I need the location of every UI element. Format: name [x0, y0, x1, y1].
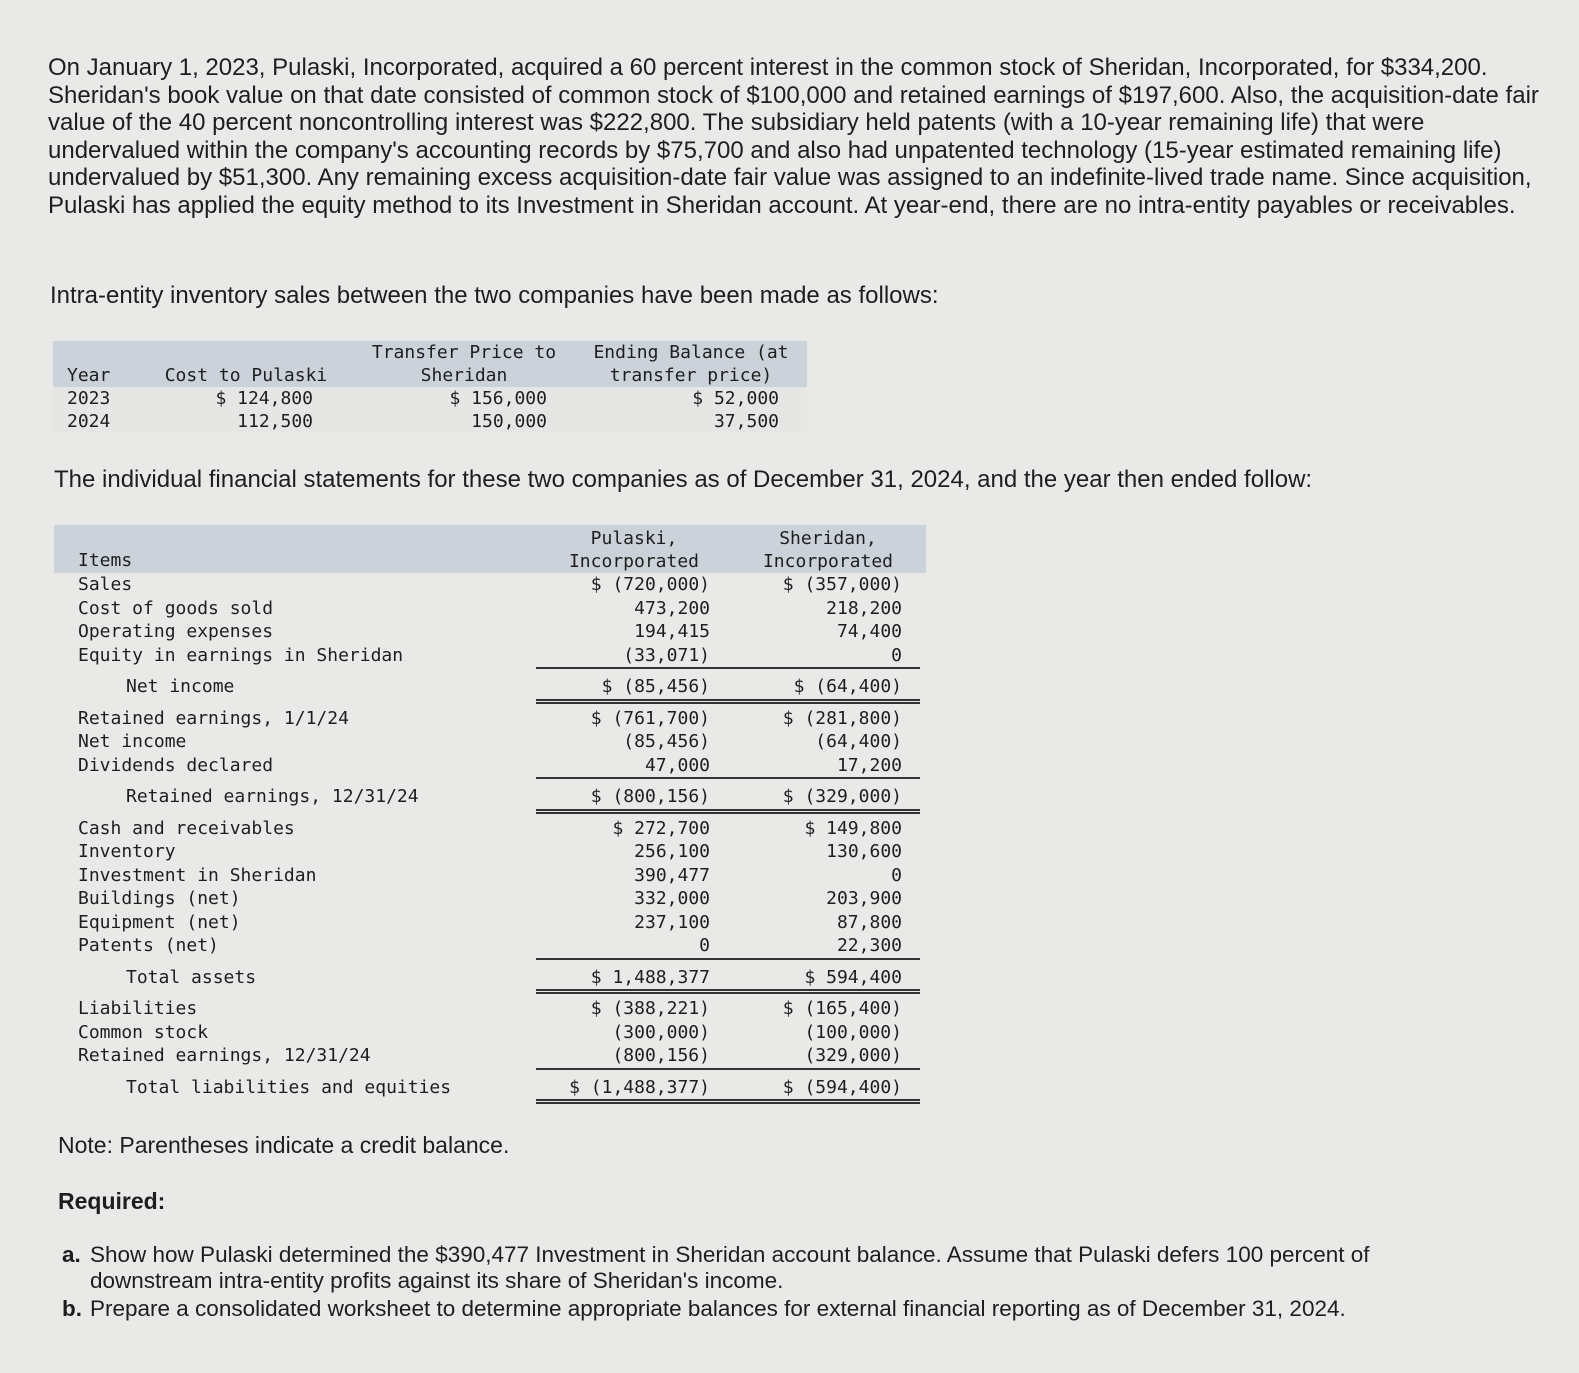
row-label: Patents (net): [78, 935, 219, 956]
pulaski-value: $ (1,488,377): [569, 1076, 710, 1098]
row-label: Total liabilities and equities: [126, 1076, 452, 1098]
row-label: Inventory: [78, 841, 176, 862]
row-label: Dividends declared: [78, 754, 274, 776]
pulaski-value: $ 1,488,377: [590, 966, 710, 988]
requirement-text-continued: downstream intra-entity profits against its share of Sheridan's income.: [90, 1268, 784, 1293]
table-cell: $ 52,000: [575, 387, 807, 410]
statement-row-patents: [54, 934, 926, 958]
statement-row-cogs: [54, 597, 926, 621]
row-label: Net income: [126, 676, 235, 697]
pulaski-value: $ 272,700: [612, 817, 710, 839]
requirement-text: Show how Pulaski determined the $390,477 Investment in Sheridan account balance. Assume that Pulaski defers 100 percent of: [90, 1242, 1370, 1267]
pulaski-value: (33,071): [623, 644, 710, 666]
table-row: [53, 410, 807, 433]
statement-row-cash: [54, 817, 926, 841]
table-cell: 37,500: [575, 410, 807, 433]
statement-row-net-income: [54, 675, 926, 699]
sheridan-value: $ (594,400): [782, 1076, 902, 1098]
table-cell: $ 156,000: [353, 387, 575, 410]
pulaski-value: 332,000: [634, 888, 710, 909]
statement-row-equipment: [54, 911, 926, 935]
statement-row-opex: [54, 620, 926, 644]
sheridan-value: 218,200: [826, 597, 902, 619]
table-cell: 2023: [53, 387, 139, 410]
row-label: Sales: [78, 574, 133, 595]
row-label: Cost of goods sold: [78, 597, 274, 619]
sheridan-value: (64,400): [815, 731, 902, 752]
row-label: Equipment (net): [78, 911, 241, 933]
statement-row-investment: [54, 864, 926, 888]
sheridan-value: 87,800: [836, 911, 902, 933]
pulaski-value: $ (388,221): [590, 998, 710, 1019]
pulaski-value: 256,100: [634, 841, 710, 862]
sheridan-value: $ (357,000): [782, 574, 902, 595]
statement-row-equity-earnings: [54, 644, 926, 668]
col-items: Items: [78, 550, 133, 571]
intra-entity-lead: Intra-entity inventory sales between the two companies have been made as follows:: [50, 282, 939, 309]
col-cost: Cost to Pulaski: [139, 341, 353, 387]
pulaski-value: 390,477: [634, 864, 710, 886]
row-label: Buildings (net): [78, 888, 241, 909]
sheridan-value: 203,900: [826, 888, 902, 909]
pulaski-value: $ (761,700): [590, 707, 710, 729]
pulaski-value: 473,200: [634, 597, 710, 619]
statement-row-liabilities: [54, 997, 926, 1021]
sheridan-value: (100,000): [804, 1021, 902, 1043]
sheridan-value: $ 149,800: [804, 817, 902, 839]
statement-row-total-liab-equity: [54, 1076, 926, 1100]
pulaski-value: 47,000: [644, 754, 710, 776]
statement-row-total-assets: [54, 966, 926, 990]
credit-balance-note: Note: Parentheses indicate a credit balance.: [58, 1132, 510, 1158]
table-cell: $ 124,800: [139, 387, 353, 410]
sheridan-value: 130,600: [826, 841, 902, 862]
row-label: Liabilities: [78, 998, 198, 1019]
statements-header: [54, 525, 926, 573]
row-label: Investment in Sheridan: [78, 864, 317, 886]
statement-row-sales: [54, 573, 926, 597]
sheridan-value: $ (165,400): [782, 998, 902, 1019]
sheridan-value: (329,000): [804, 1045, 902, 1066]
pulaski-value: 194,415: [634, 621, 710, 642]
statement-row-re-end: [54, 785, 926, 809]
pulaski-value: $ (720,000): [590, 574, 710, 595]
financial-statements-table: [54, 525, 926, 1099]
statement-row-re-begin: [54, 707, 926, 731]
row-label: Retained earnings, 1/1/24: [78, 707, 349, 729]
row-label: Common stock: [78, 1021, 209, 1043]
pulaski-value: (300,000): [612, 1021, 710, 1043]
sheridan-value: 17,200: [836, 754, 902, 776]
sheridan-value: 22,300: [836, 935, 902, 956]
table-row: [53, 387, 807, 410]
statement-row-re-balance: [54, 1044, 926, 1068]
row-label: Operating expenses: [78, 621, 274, 642]
requirement-a: [62, 1242, 1522, 1294]
required-heading: Required:: [58, 1188, 166, 1214]
sheridan-value: 0: [891, 644, 902, 666]
table-cell: 2024: [53, 410, 139, 433]
requirement-letter: a.: [62, 1242, 81, 1267]
intra-table-header: [53, 341, 807, 387]
requirement-b: [62, 1296, 1522, 1322]
col-ending-balance: Ending Balance (at transfer price): [575, 341, 807, 387]
sheridan-value: $ (329,000): [782, 786, 902, 807]
col-year: Year: [53, 341, 139, 387]
statement-row-common-stock: [54, 1021, 926, 1045]
statement-row-inventory: [54, 840, 926, 864]
intra-entity-table: [53, 341, 807, 433]
pulaski-value: $ (800,156): [590, 786, 710, 807]
pulaski-value: (85,456): [623, 731, 710, 752]
row-label: Retained earnings, 12/31/24: [126, 786, 419, 807]
row-label: Equity in earnings in Sheridan: [78, 644, 404, 666]
problem-intro: On January 1, 2023, Pulaski, Incorporated, acquired a 60 percent interest in the common stock of Sheridan, Incorporated, for $334,200. Sheridan's book value on that date consisted of common stock of $100,000 and retained earnings of $197,600. Also, the acquisition-date fair value of the 40 percent noncontrolling interest was $222,800. The subsidiary held patents (with a 10-year remaining life) that were undervalued within the company's accounting records by $75,700 and also had unpatented technology (15-year estimated remaining life) undervalued by $51,300. Any remaining excess acquisition-date fair value was assigned to an indefinite-lived trade name. Since acquisition, Pulaski has applied the equity method to its Investment in Sheridan account. At year-end, there are no intra-entity payables or receivables.: [48, 54, 1539, 219]
sheridan-value: 74,400: [836, 621, 902, 642]
pulaski-value: (800,156): [612, 1045, 710, 1066]
pulaski-value: 0: [699, 935, 710, 956]
col-transfer-price: Transfer Price to Sheridan: [353, 341, 575, 387]
requirement-letter: b.: [62, 1296, 82, 1321]
statements-lead: The individual financial statements for these two companies as of December 31, 2024, and the year then ended follow:: [54, 466, 1313, 493]
table-cell: 112,500: [139, 410, 353, 433]
sheridan-value: $ (64,400): [793, 676, 902, 697]
pulaski-value: 237,100: [634, 911, 710, 933]
sheridan-value: $ (281,800): [782, 707, 902, 729]
row-label: Net income: [78, 731, 187, 752]
col-pulaski: Pulaski, Incorporated: [568, 528, 700, 572]
table-cell: 150,000: [353, 410, 575, 433]
statement-row-dividends: [54, 754, 926, 778]
sheridan-value: 0: [891, 864, 902, 886]
row-label: Retained earnings, 12/31/24: [78, 1045, 371, 1066]
sheridan-value: $ 594,400: [804, 966, 902, 988]
col-sheridan: Sheridan, Incorporated: [762, 528, 894, 572]
row-label: Cash and receivables: [78, 817, 295, 839]
statement-row-net-income-re: [54, 730, 926, 754]
statement-row-buildings: [54, 887, 926, 911]
row-label: Total assets: [126, 966, 257, 988]
requirement-text: Prepare a consolidated worksheet to determine appropriate balances for external financial reporting as of December 31, 2024.: [90, 1296, 1346, 1321]
pulaski-value: $ (85,456): [601, 676, 710, 697]
